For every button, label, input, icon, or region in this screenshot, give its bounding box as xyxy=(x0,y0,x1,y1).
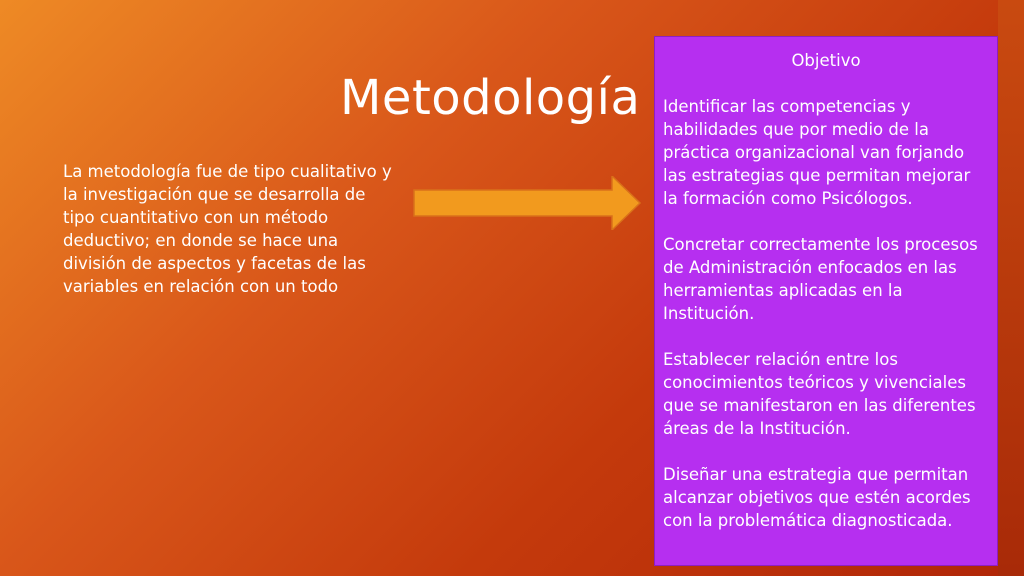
objective-paragraph: Diseñar una estrategia que permitan alcanzar objetivos que estén acordes con la problemática diagnosticada. xyxy=(663,465,971,530)
background-edge-strip xyxy=(998,0,1024,576)
objective-box xyxy=(654,36,998,566)
methodology-description: La metodología fue de tipo cualitativo y la investigación que se desarrolla de tipo cuantitativo con un método deductivo; en donde se hace una división de aspectos y facetas de las variables en relación con un todo xyxy=(63,162,392,296)
objective-paragraph: Identificar las competencias y habilidades que por medio de la práctica organizacional van forjando las estrategias que permitan mejorar la formación como Psicólogos. xyxy=(663,97,971,208)
objective-paragraph: Establecer relación entre los conocimientos teóricos y vivenciales que se manifestaron en las diferentes áreas de la Institución. xyxy=(663,350,976,438)
objective-heading: Objetivo xyxy=(791,51,861,70)
right-arrow-icon xyxy=(412,176,642,230)
objective-paragraph: Concretar correctamente los procesos de Administración enfocados en las herramientas aplicadas en la Institución. xyxy=(663,235,978,323)
slide-title: Metodología xyxy=(340,70,641,126)
